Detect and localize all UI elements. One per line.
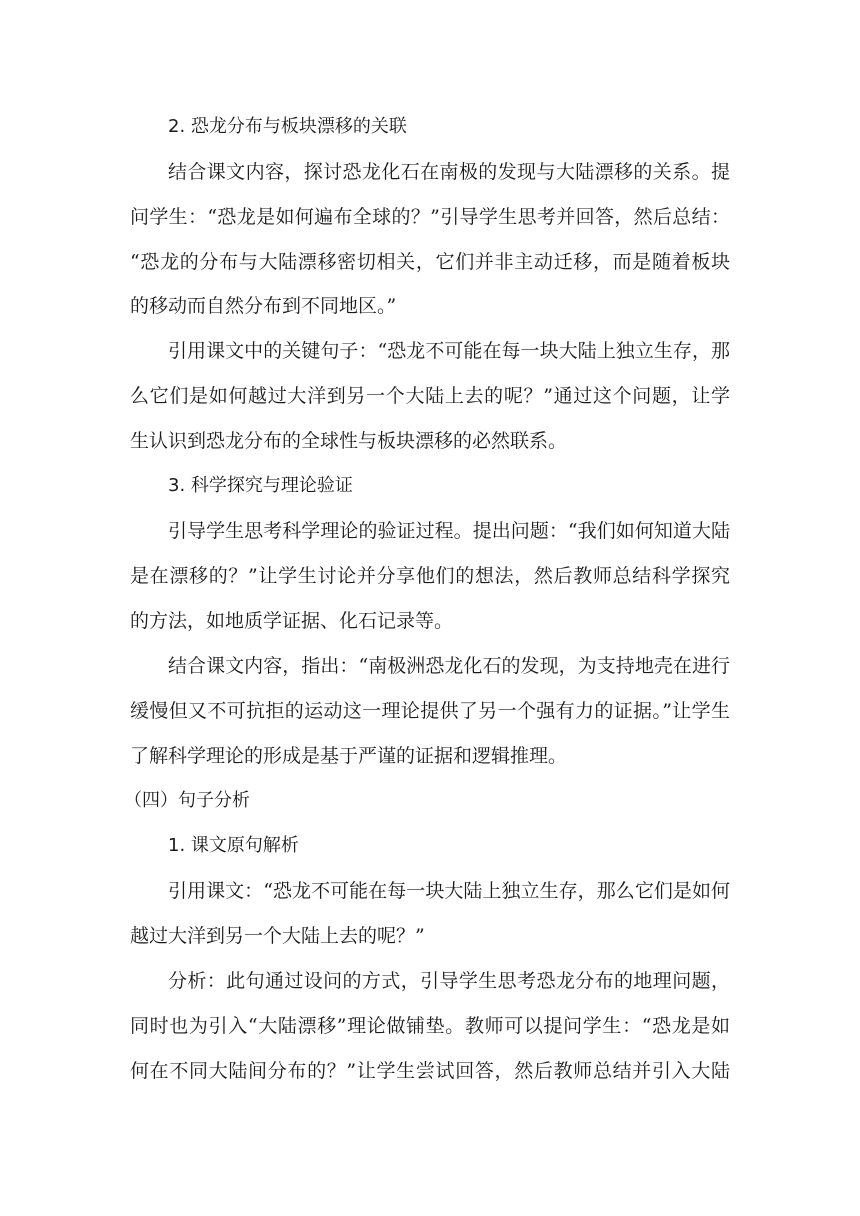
paragraph-line: 的移动而自然分布到不同地区。”	[130, 295, 397, 317]
paragraph-line: 引用课文：“恐龙不可能在每一块大陆上独立生存，那么它们是如何	[168, 880, 730, 902]
paragraph-line: 何在不同大陆间分布的？”让学生尝试回答，然后教师总结并引入大陆	[130, 1060, 730, 1082]
paragraph-line: 缓慢但又不可抗拒的运动这一理论提供了另一个强有力的证据。”让学生	[130, 700, 730, 722]
paragraph-line: 引导学生思考科学理论的验证过程。提出问题：“我们如何知道大陆	[168, 520, 730, 542]
paragraph-line: 同时也为引入“大陆漂移”理论做铺垫。教师可以提问学生：“恐龙是如	[130, 1015, 730, 1037]
section-sentence-analysis: （四）句子分析	[124, 790, 250, 811]
heading-original-sentence: 1. 课文原句解析	[168, 835, 299, 856]
paragraph-line: “恐龙的分布与大陆漂移密切相关，它们并非主动迁移，而是随着板块	[130, 251, 730, 273]
heading-scientific-inquiry: 3. 科学探究与理论验证	[168, 475, 353, 496]
paragraph-line: 生认识到恐龙分布的全球性与板块漂移的必然联系。	[130, 430, 568, 452]
heading-dinosaur-distribution: 2. 恐龙分布与板块漂移的关联	[168, 116, 407, 137]
paragraph-line: 是在漂移的？”让学生讨论并分享他们的想法，然后教师总结科学探究	[130, 565, 730, 587]
paragraph-line: 引用课文中的关键句子：“恐龙不可能在每一块大陆上独立生存，那	[168, 340, 730, 362]
paragraph-line: 问学生：“恐龙是如何遍布全球的？”引导学生思考并回答，然后总结：	[130, 206, 730, 228]
paragraph-line: 的方法，如地质学证据、化石记录等。	[130, 610, 454, 632]
paragraph-line: 结合课文内容，指出：“南极洲恐龙化石的发现，为支持地壳在进行	[168, 655, 730, 677]
paragraph-line: 分析：此句通过设问的方式，引导学生思考恐龙分布的地理问题，	[168, 970, 730, 992]
paragraph-line: 结合课文内容，探讨恐龙化石在南极的发现与大陆漂移的关系。提	[168, 161, 730, 183]
paragraph-line: 么它们是如何越过大洋到另一个大陆上去的呢？”通过这个问题，让学	[130, 385, 730, 407]
paragraph-line: 了解科学理论的形成是基于严谨的证据和逻辑推理。	[130, 745, 568, 767]
paragraph-line: 越过大洋到另一个大陆上去的呢？”	[130, 925, 425, 947]
